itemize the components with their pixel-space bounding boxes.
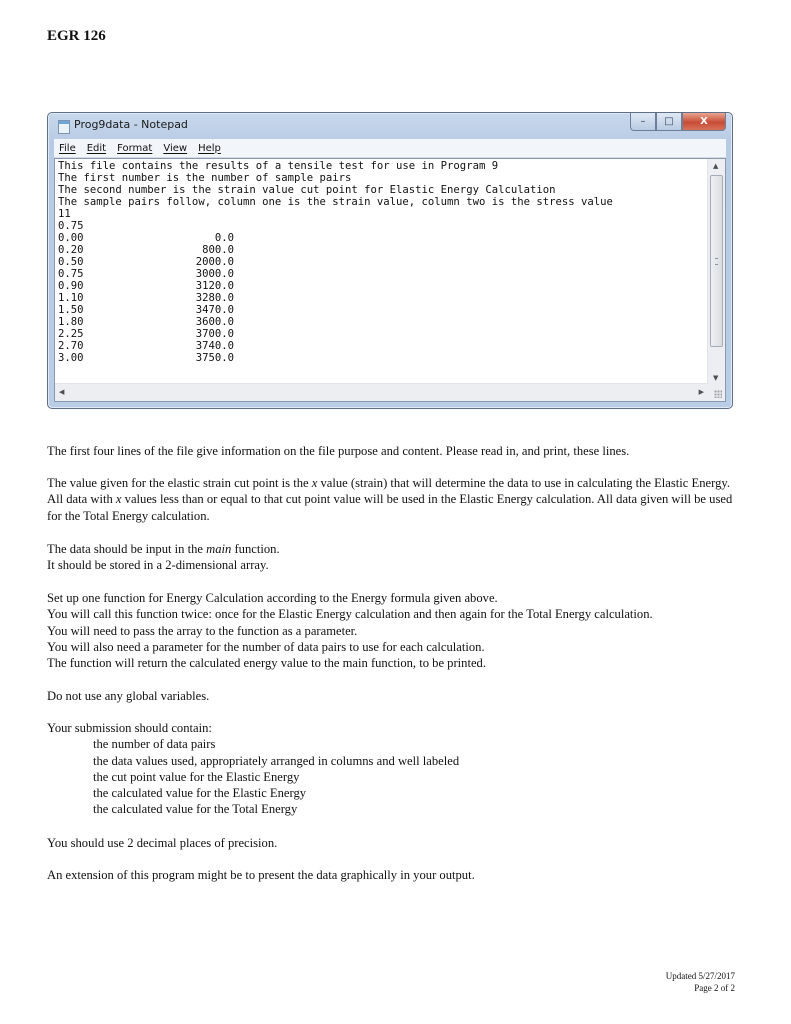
paragraph-file-info: The first four lines of the file give information on the file purpose and content. Please read in, and print, these lines. (47, 444, 630, 458)
cut-point-value: 0.75 (58, 220, 84, 232)
text-line: Your submission should contain: (47, 721, 212, 735)
text-line: You will also need a parameter for the number of data pairs to use for each calculation. (47, 639, 485, 654)
file-line: This file contains the results of a tensile test for use in Program 9 (58, 160, 499, 172)
data-row (58, 352, 707, 364)
file-line: The second number is the strain value cut point for Elastic Energy Calculation (58, 184, 556, 196)
course-code: EGR 126 (47, 28, 106, 44)
sample-count: 11 (58, 208, 71, 220)
scroll-up-icon[interactable]: ▲ (713, 162, 719, 170)
scroll-thumb[interactable] (710, 175, 723, 347)
data-row (58, 268, 707, 280)
strain-value: 0.00 (58, 232, 84, 244)
text-line (47, 541, 747, 557)
strain-value: 0.90 (58, 280, 84, 292)
text-line: You will call this function twice: once for the Elastic Energy calculation and then again for the Total Energy calculation. (47, 607, 653, 622)
text-run: function. (231, 542, 280, 556)
stress-value: 3740.0 (195, 340, 234, 352)
updated-date: Updated 5/27/2017 (665, 971, 735, 981)
close-button[interactable]: X (682, 113, 726, 131)
data-row (58, 256, 707, 268)
paragraph-input (47, 541, 747, 574)
text-line: The function will return the calculated energy value to the main function, to be printed. (47, 656, 487, 671)
resize-grip-icon (714, 390, 722, 398)
paragraph-cut-point (47, 475, 747, 524)
paragraph-globals: Do not use any global variables. (47, 689, 210, 703)
text-line: You will need to pass the array to the function as a parameter. (47, 623, 358, 638)
scroll-right-icon[interactable]: ▶ (698, 388, 704, 396)
submission-item: the calculated value for the Total Energy (93, 802, 298, 817)
stress-value: 3750.0 (195, 352, 234, 364)
stress-value: 3470.0 (195, 304, 234, 316)
paragraph-function (47, 590, 767, 671)
text-run: The value given for the elastic strain cut point is the (47, 476, 312, 490)
text-run: The data should be input in the (47, 542, 207, 556)
data-row (58, 340, 707, 352)
stress-value: 3280.0 (195, 292, 234, 304)
menu-help[interactable]: Help (198, 142, 221, 154)
menu-format[interactable]: Format (117, 142, 153, 154)
italic-x: x (311, 476, 318, 490)
text-line: It should be stored in a 2-dimensional array. (47, 558, 269, 573)
stress-value: 3700.0 (195, 328, 234, 340)
horizontal-scrollbar[interactable] (55, 383, 708, 401)
resize-corner[interactable] (708, 384, 725, 401)
strain-value: 0.75 (58, 268, 84, 280)
paragraph-precision: You should use 2 decimal places of precision. (47, 836, 278, 850)
submission-item: the cut point value for the Elastic Energy (93, 769, 300, 784)
file-line: The sample pairs follow, column one is the strain value, column two is the stress value (58, 196, 613, 208)
strain-value: 0.50 (58, 256, 84, 268)
stress-value: 800.0 (202, 244, 234, 256)
window-controls (630, 113, 726, 131)
notepad-window (47, 112, 733, 409)
stress-value: 2000.0 (195, 256, 234, 268)
strain-value: 1.50 (58, 304, 84, 316)
title-bar[interactable] (48, 113, 732, 139)
page-footer (666, 970, 735, 994)
file-line: The first number is the number of sample pairs (58, 172, 352, 184)
data-row (58, 244, 707, 256)
stress-value: 3600.0 (195, 316, 234, 328)
menu-view[interactable]: View (163, 142, 188, 154)
grip-icon (715, 258, 718, 265)
data-row (58, 292, 707, 304)
strain-value: 0.20 (58, 244, 84, 256)
data-row (58, 328, 707, 340)
italic-x: x (115, 492, 122, 507)
stress-value: 3000.0 (195, 268, 234, 280)
submission-item: the data values used, appropriately arranged in columns and well labeled (93, 753, 460, 768)
minimize-button[interactable]: – (630, 113, 656, 131)
scroll-down-icon[interactable]: ▼ (713, 374, 719, 382)
data-row (58, 280, 707, 292)
strain-value: 2.25 (58, 328, 84, 340)
window-title: Prog9data - Notepad (74, 118, 188, 131)
italic-main: main (206, 542, 232, 556)
vertical-scrollbar[interactable] (707, 159, 725, 384)
data-row (58, 232, 707, 244)
data-row (58, 304, 707, 316)
data-row (58, 316, 707, 328)
page-number: Page 2 of 2 (694, 983, 735, 993)
paragraph-submission (47, 720, 747, 818)
stress-value: 0.0 (214, 232, 234, 244)
menu-bar (54, 139, 726, 158)
submission-item: the calculated value for the Elastic Energy (93, 786, 307, 801)
submission-item: the number of data pairs (93, 737, 216, 752)
menu-file[interactable]: File (59, 142, 76, 154)
text-editor[interactable] (54, 158, 726, 402)
paragraph-extension: An extension of this program might be to present the data graphically in your output. (47, 868, 475, 882)
maximize-button[interactable]: □ (656, 113, 682, 131)
text-line: Set up one function for Energy Calculation according to the Energy formula given above. (47, 591, 498, 605)
scroll-left-icon[interactable]: ◀ (59, 388, 65, 396)
strain-value: 1.10 (58, 292, 84, 304)
menu-edit[interactable]: Edit (86, 142, 107, 154)
stress-value: 3120.0 (195, 280, 234, 292)
text-run: values less than or equal to that cut point value will be used in the Elastic Energy calculation. All data given will be used for the Total Energy calculation. (47, 492, 733, 523)
strain-value: 2.70 (58, 340, 84, 352)
editor-text[interactable] (58, 160, 707, 384)
notepad-icon (58, 120, 70, 134)
text-run: value (strain) that will determine the data to use in calculating the Elastic Energy. All data with (47, 476, 730, 507)
strain-value: 1.80 (58, 316, 84, 328)
strain-value: 3.00 (58, 352, 84, 364)
